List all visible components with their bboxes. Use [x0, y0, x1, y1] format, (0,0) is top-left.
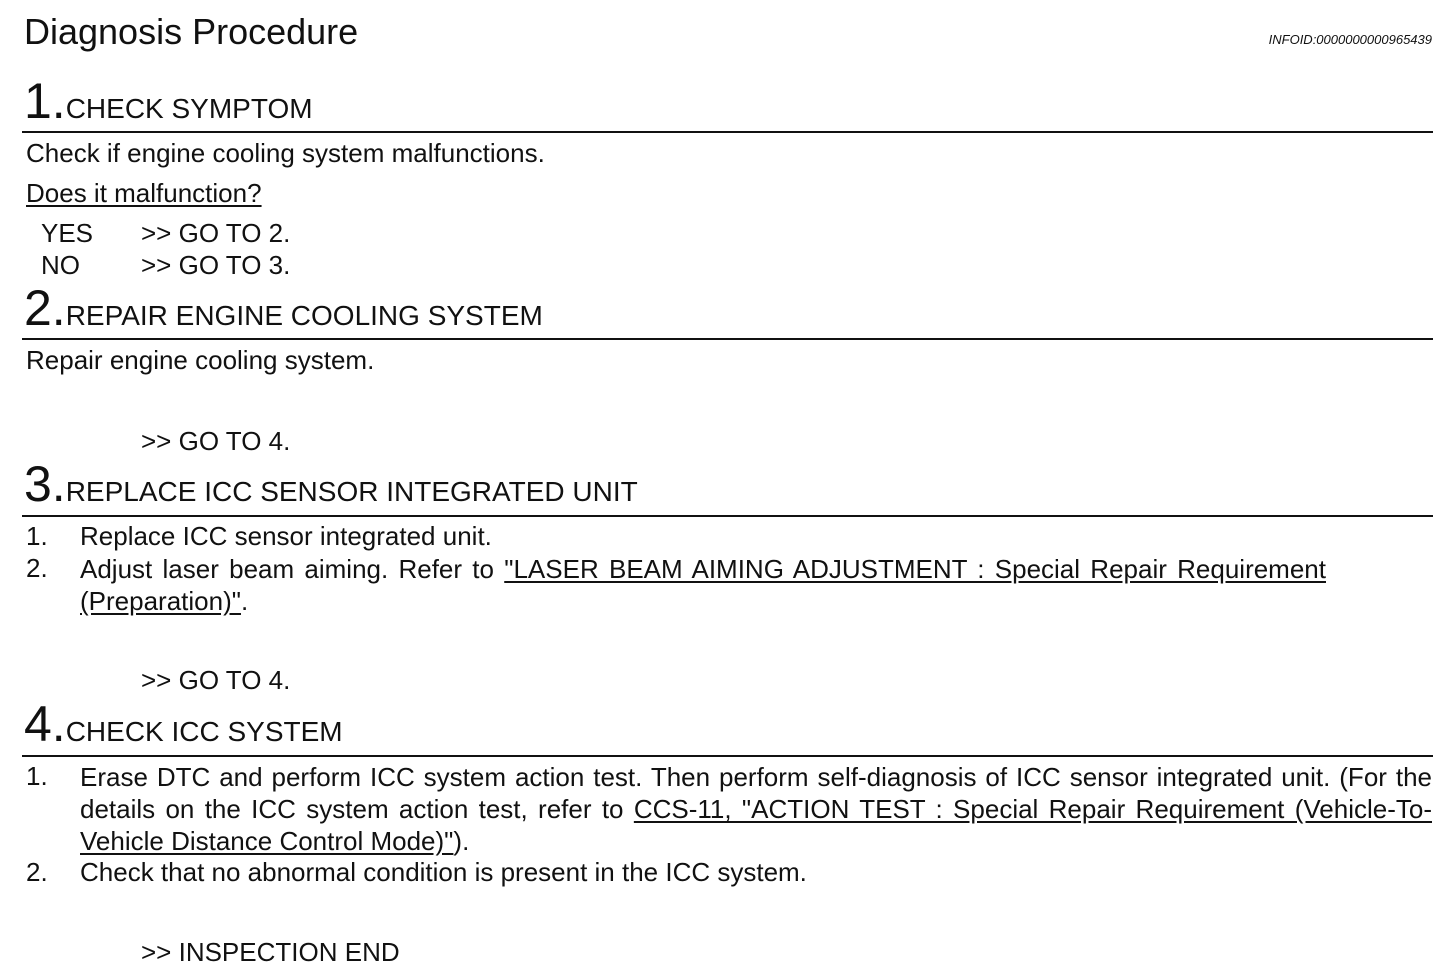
- step-4-divider: [22, 755, 1433, 757]
- answer-yes-goto[interactable]: >> GO TO 2.: [141, 218, 291, 248]
- action-test-link[interactable]: CCS-11, "ACTION TEST : Special Repair Requirement (Vehicle-To-Vehicle Distance Control Mode)": [80, 794, 1432, 856]
- step-4-heading: [24, 696, 343, 752]
- step-4-item-1: [80, 761, 1432, 857]
- step-3-item-1-text: Replace ICC sensor integrated unit.: [80, 521, 492, 551]
- step-2-heading: [24, 280, 543, 336]
- step-1-divider: [22, 131, 1433, 133]
- step-4-item-1-after: ).: [453, 826, 470, 856]
- step-1-question: Does it malfunction?: [26, 178, 262, 208]
- step-3-item-2-text: Adjust laser beam aiming. Refer to: [80, 554, 505, 584]
- step-4-item-2-text: Check that no abnormal condition is present in the ICC system.: [80, 857, 807, 887]
- step-4-title: CHECK ICC SYSTEM: [65, 716, 343, 747]
- step-1-body: Check if engine cooling system malfunctions.: [26, 138, 545, 168]
- step-3-item-2-after: .: [240, 586, 249, 616]
- step-3-goto[interactable]: >> GO TO 4.: [141, 665, 291, 695]
- step-3-title: REPLACE ICC SENSOR INTEGRATED UNIT: [65, 476, 638, 507]
- info-id: INFOID:0000000000965439: [1268, 32, 1432, 47]
- step-4-item-1-number: 1.: [26, 761, 48, 791]
- step-3-heading: [24, 456, 638, 512]
- step-2-number: 2.: [24, 280, 66, 336]
- answer-yes-label: YES: [41, 218, 94, 248]
- step-2-body: Repair engine cooling system.: [26, 345, 375, 375]
- step-3-item-1-number: 1.: [26, 521, 48, 551]
- step-2-divider: [22, 338, 1433, 340]
- step-3-item-2: [80, 553, 1326, 617]
- answer-no-label: NO: [41, 250, 80, 280]
- page-title: Diagnosis Procedure: [24, 11, 359, 52]
- step-1-number: 1.: [24, 73, 66, 129]
- step-4-item-1-text: Erase DTC and perform ICC system action test. Then perform self-diagnosis of ICC sensor integrated unit. (For the details on the ICC system action test, refer to: [80, 762, 1432, 824]
- answer-no-goto[interactable]: >> GO TO 3.: [141, 250, 291, 280]
- step-2-title: REPAIR ENGINE COOLING SYSTEM: [65, 300, 543, 331]
- step-1-heading: [24, 73, 313, 129]
- step-4-goto[interactable]: >> INSPECTION END: [141, 937, 400, 967]
- step-3-item-2-number: 2.: [26, 553, 48, 583]
- step-4-number: 4.: [24, 696, 66, 752]
- step-2-goto[interactable]: >> GO TO 4.: [141, 426, 291, 456]
- step-3-number: 3.: [24, 456, 66, 512]
- step-4-item-2-number: 2.: [26, 857, 48, 887]
- laser-beam-aiming-link[interactable]: "LASER BEAM AIMING ADJUSTMENT : Special Repair Requirement (Preparation)": [80, 554, 1326, 616]
- step-3-divider: [22, 515, 1433, 517]
- step-1-title: CHECK SYMPTOM: [65, 93, 313, 124]
